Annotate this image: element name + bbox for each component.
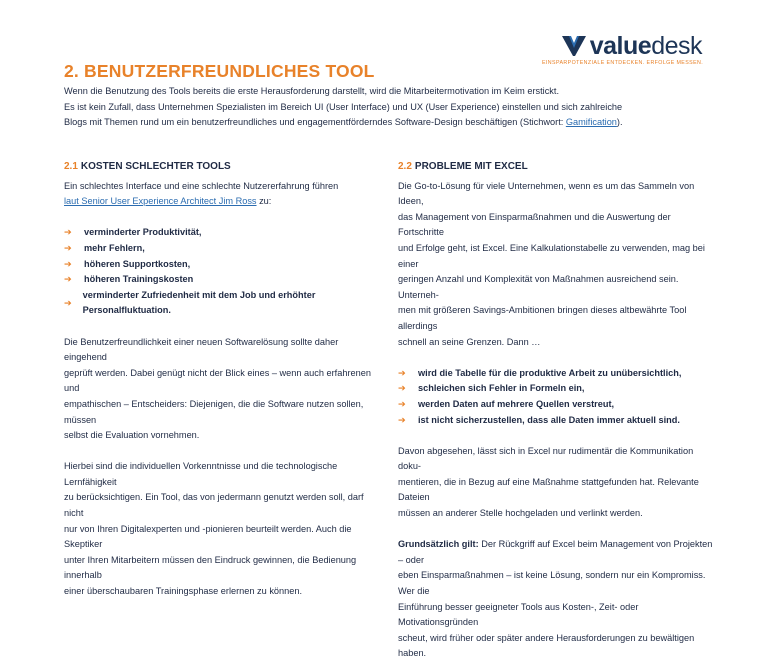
paragraph-line: mentieren, die in Bezug auf eine Maßnahme stattgefunden hat. Relevante Dateien	[398, 476, 699, 503]
paragraph-line: scheut, wird früher oder später andere Herausforderungen zu bewältigen haben.	[398, 632, 695, 659]
paragraph-line: das Management von Einsparmaßnahmen und die Auswertung der Fortschritte	[398, 211, 671, 238]
list-item: ➔ ist nicht sicherzustellen, dass alle Daten immer aktuell sind.	[398, 413, 716, 429]
intro-line: Es ist kein Zufall, dass Unternehmen Spezialisten im Bereich UI (User Interface) und UX (User Experience) einstellen und sich zahlreiche	[64, 101, 623, 112]
section-number: 2.2	[398, 161, 412, 172]
intro-paragraph	[64, 84, 714, 131]
section-kosten	[64, 159, 374, 600]
paragraph-line: eben Einsparmaßnahmen – ist keine Lösung, sondern nur ein Kompromiss. Wer die	[398, 570, 706, 597]
section-heading: 2.1 KOSTEN SCHLECHTER TOOLS	[64, 161, 231, 172]
list-item: ➔ verminderter Produktivität,	[64, 225, 374, 241]
list-item: ➔ wird die Tabelle für die produktive Arbeit zu unübersichtlich,	[398, 366, 716, 382]
arrow-right-icon: ➔	[64, 227, 72, 238]
paragraph-line: einer überschaubaren Trainingsphase erlernen zu können.	[64, 586, 303, 597]
paragraph-line: unter Ihren Mitarbeitern müssen den Eindruck gewinnen, die Bedienung innerhalb	[64, 554, 357, 581]
gamification-link[interactable]: Gamification	[565, 117, 617, 127]
logo-tagline: EINSPARPOTENZIALE ENTDECKEN. ERFOLGE MESSEN.	[542, 60, 704, 66]
paragraph-line: geprüft werden. Dabei genügt nicht der Blick eines – wenn auch erfahrenen und	[64, 367, 371, 394]
list-item: ➔ werden Daten auf mehrere Quellen verstreut,	[398, 397, 716, 413]
paragraph-line: Hierbei sind die individuellen Vorkenntnisse und die technologische Lernfähigkeit	[64, 461, 338, 487]
list-item: ➔ schleichen sich Fehler in Formeln ein,	[398, 381, 716, 397]
arrow-right-icon: ➔	[398, 414, 406, 425]
emphasis-label: Grundsätzlich gilt:	[398, 539, 479, 550]
paragraph-line: zu berücksichtigen. Ein Tool, das von jedermann genutzt werden soll, darf nicht	[64, 492, 364, 519]
page-title: 2. BENUTZERFREUNDLICHES TOOL	[64, 61, 375, 81]
paragraph-line: laut Senior User Experience Architect Jim Ross zu:	[64, 196, 272, 207]
paragraph-line: nur von Ihren Digitalexperten und -pionieren beurteilt werden. Auch die Skeptiker	[64, 523, 352, 550]
cost-bullet-list	[64, 225, 374, 319]
arrow-right-icon: ➔	[398, 383, 406, 394]
paragraph-line: Die Benutzerfreundlichkeit einer neuen Softwarelösung sollte daher eingehend	[64, 336, 339, 363]
intro-line: Wenn die Benutzung des Tools bereits die erste Herausforderung darstellt, wird die Mitarbeitermotivation im Keim erstickt.	[64, 86, 559, 96]
paragraph-line: Davon abgesehen, lässt sich in Excel nur rudimentär die Kommunikation doku-	[398, 445, 694, 472]
paragraph-line: müssen an anderer Stelle hochgeladen und verlinkt werden.	[398, 508, 643, 519]
paragraph-line: Die Go-to-Lösung für viele Unternehmen, wenn es um das Sammeln von Ideen,	[398, 180, 695, 207]
section-excel	[398, 159, 716, 662]
list-item: ➔ mehr Fehlern,	[64, 241, 374, 257]
arrow-right-icon: ➔	[64, 297, 72, 308]
list-item: ➔ verminderter Zufriedenheit mit dem Job und erhöhter Personalfluktuation.	[64, 289, 316, 316]
arrow-right-icon: ➔	[398, 398, 406, 409]
arrow-right-icon: ➔	[64, 258, 72, 269]
arrow-right-icon: ➔	[64, 242, 72, 253]
section-heading: 2.2 PROBLEME MIT EXCEL	[398, 161, 528, 172]
jim-ross-link[interactable]: laut Senior User Experience Architect Jim Ross	[64, 196, 257, 207]
logo-chevron-icon	[562, 36, 586, 56]
paragraph-line: schnell an seine Grenzen. Dann …	[398, 336, 541, 347]
paragraph-line: Grundsätzlich gilt: Der Rückgriff auf Excel beim Management von Projekten – oder	[398, 539, 713, 565]
paragraph-line: empathischen – Entscheiders: Diejenigen, die die Software nutzen sollen, müssen	[64, 398, 364, 425]
arrow-right-icon: ➔	[398, 367, 406, 378]
excel-bullet-list	[398, 366, 716, 428]
paragraph-line: Ein schlechtes Interface und eine schlechte Nutzererfahrung führen	[64, 180, 339, 191]
arrow-right-icon: ➔	[64, 274, 72, 285]
intro-line: Blogs mit Themen rund um ein benutzerfreundliches und engagementförderndes Software-Design beschäftigen (Stichwort: Gamification).	[64, 117, 623, 127]
logo-wordmark: valuedesk	[589, 32, 702, 60]
list-item: ➔ höheren Supportkosten,	[64, 257, 374, 273]
paragraph-line: Einführung besser geeigneter Tools aus Kosten-, Zeit- oder Motivationsgründen	[398, 601, 639, 628]
section-number: 2.1	[64, 161, 78, 172]
brand-logo	[542, 34, 702, 66]
paragraph-line: men mit größeren Savings-Ambitionen bringen dieses altbewährte Tool allerdings	[398, 305, 687, 331]
list-item: ➔ höheren Trainingskosten	[64, 272, 374, 288]
paragraph-line: geringen Anzahl und Komplexität von Maßnahmen ausreichend sein. Unterneh-	[398, 274, 679, 300]
paragraph-line: selbst die Evaluation vornehmen.	[64, 430, 200, 441]
paragraph-line: und Erfolge geht, ist Excel. Eine Kalkulationstabelle zu verwenden, mag bei einer	[398, 242, 705, 269]
